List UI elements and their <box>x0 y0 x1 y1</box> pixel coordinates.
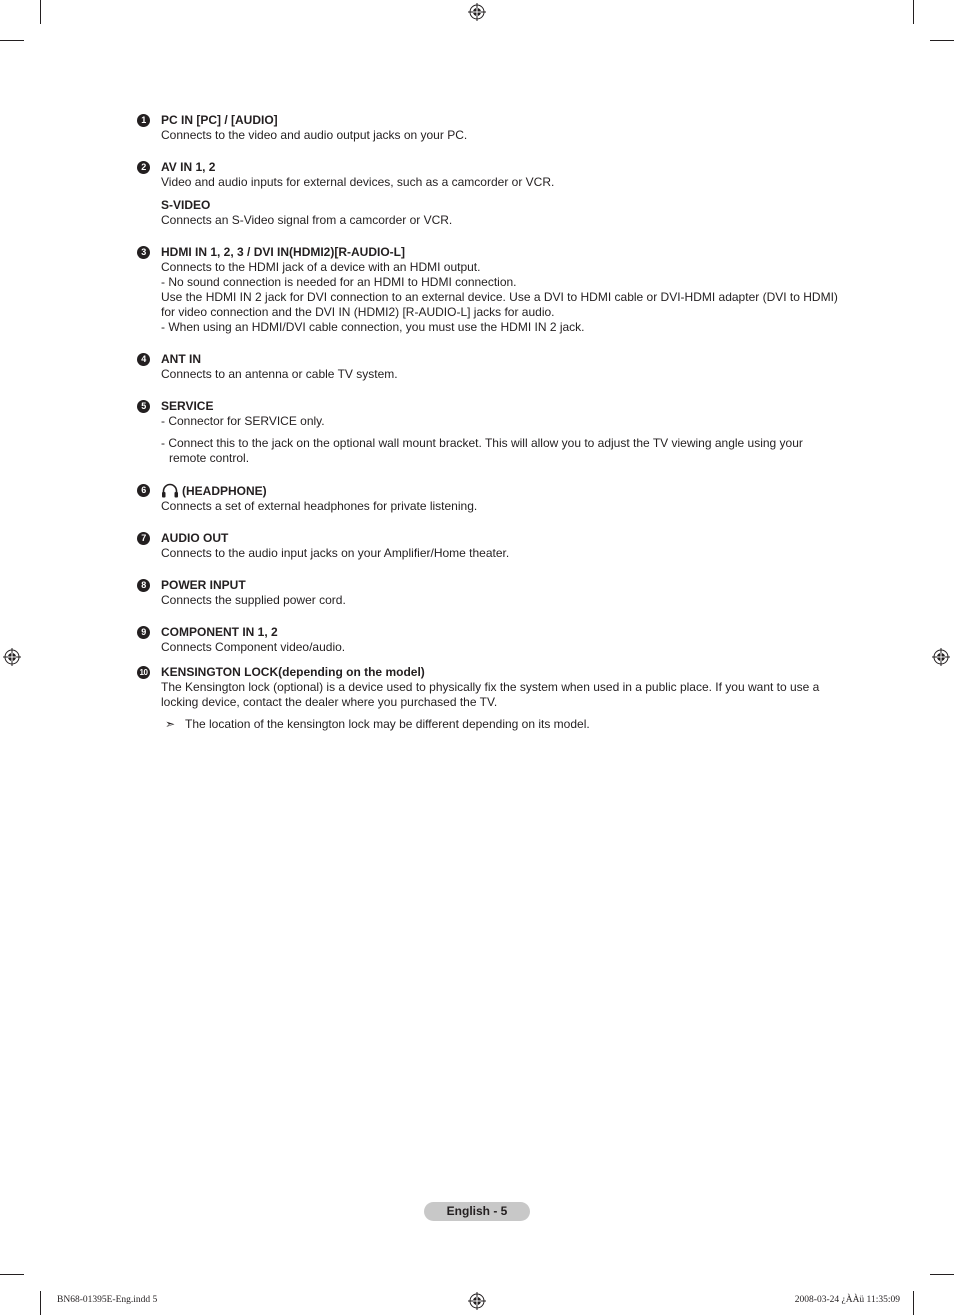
note <box>161 717 842 732</box>
list-item <box>137 160 842 228</box>
item-number-badge: 9 <box>137 626 150 639</box>
item-text: - No sound connection is needed for an HDMI to HDMI connection. <box>161 275 517 289</box>
item-title: ANT IN <box>161 352 201 366</box>
item-title: (HEADPHONE) <box>182 484 267 498</box>
note-text: The location of the kensington lock may be different depending on its model. <box>185 717 590 731</box>
crop-mark <box>913 0 914 24</box>
list-item <box>137 399 842 466</box>
item-number-badge: 7 <box>137 532 150 545</box>
item-number-badge: 4 <box>137 353 150 366</box>
item-title: HDMI IN 1, 2, 3 / DVI IN(HDMI2)[R-AUDIO-L] <box>161 245 406 259</box>
registration-mark-icon <box>3 648 21 666</box>
item-text: Connects to the HDMI jack of a device with an HDMI output. <box>161 260 481 274</box>
crop-mark <box>0 1274 24 1275</box>
item-title: SERVICE <box>161 399 214 413</box>
list-item <box>137 625 842 655</box>
item-text: Video and audio inputs for external devices, such as a camcorder or VCR. <box>161 175 555 189</box>
item-text: Connects to an antenna or cable TV system. <box>161 367 398 381</box>
item-number-badge: 1 <box>137 114 150 127</box>
headphone-icon <box>161 483 179 498</box>
item-text: - Connector for SERVICE only. <box>161 414 325 428</box>
item-text: Connects an S-Video signal from a camcorder or VCR. <box>161 213 453 227</box>
list-item <box>137 113 842 143</box>
crop-mark <box>930 1274 954 1275</box>
connector-list <box>137 113 842 732</box>
slug-timestamp: 2008-03-24 ¿ÀÀü 11:35:09 <box>794 1295 900 1305</box>
item-title: POWER INPUT <box>161 578 246 592</box>
item-number-badge: 3 <box>137 246 150 259</box>
item-title: KENSINGTON LOCK(depending on the model) <box>161 665 425 679</box>
item-text: Connects Component video/audio. <box>161 640 346 654</box>
item-text: Use the HDMI IN 2 jack for DVI connection to an external device. Use a DVI to HDMI cable or DVI-HDMI adapter (DVI to HDMI) for video connection and the DVI IN (HDMI2) [R-AUDIO-L] jacks for audio. <box>161 290 838 319</box>
item-number-badge: 5 <box>137 400 150 413</box>
list-item <box>137 665 842 732</box>
registration-mark-icon <box>468 1292 486 1310</box>
list-item <box>137 483 842 514</box>
item-text: Connects to the video and audio output jacks on your PC. <box>161 128 468 142</box>
crop-mark <box>40 1291 41 1315</box>
page-number-label: English - 5 <box>424 1202 530 1221</box>
note-arrow-icon: ➣ <box>165 717 176 731</box>
sub-item-title: S-VIDEO <box>161 198 211 212</box>
item-title: PC IN [PC] / [AUDIO] <box>161 113 278 127</box>
list-item <box>137 352 842 382</box>
slug-file-name: BN68-01395E-Eng.indd 5 <box>57 1295 158 1305</box>
list-item <box>137 578 842 608</box>
item-title: AUDIO OUT <box>161 531 229 545</box>
item-text: Connects to the audio input jacks on your Amplifier/Home theater. <box>161 546 510 560</box>
crop-mark <box>930 40 954 41</box>
crop-mark <box>913 1291 914 1315</box>
crop-mark <box>0 40 24 41</box>
item-title: AV IN 1, 2 <box>161 160 216 174</box>
item-text: - Connect this to the jack on the optional wall mount bracket. This will allow you to adjust the TV viewing angle using your remote control. <box>161 436 803 465</box>
registration-mark-icon <box>932 648 950 666</box>
crop-mark <box>40 0 41 24</box>
item-number-badge: 10 <box>137 666 150 679</box>
registration-mark-icon <box>468 3 486 21</box>
list-item <box>137 245 842 335</box>
item-number-badge: 2 <box>137 161 150 174</box>
item-text: Connects the supplied power cord. <box>161 593 346 607</box>
item-text: Connects a set of external headphones for private listening. <box>161 499 478 513</box>
list-item <box>137 531 842 561</box>
item-text: - When using an HDMI/DVI cable connection, you must use the HDMI IN 2 jack. <box>161 320 585 334</box>
item-text: The Kensington lock (optional) is a device used to physically fix the system when used in a public place. If you want to use a locking device, contact the dealer where you purchased the TV. <box>161 680 820 709</box>
item-number-badge: 8 <box>137 579 150 592</box>
item-title: COMPONENT IN 1, 2 <box>161 625 278 639</box>
item-title-row <box>161 483 842 499</box>
item-number-badge: 6 <box>137 484 150 497</box>
